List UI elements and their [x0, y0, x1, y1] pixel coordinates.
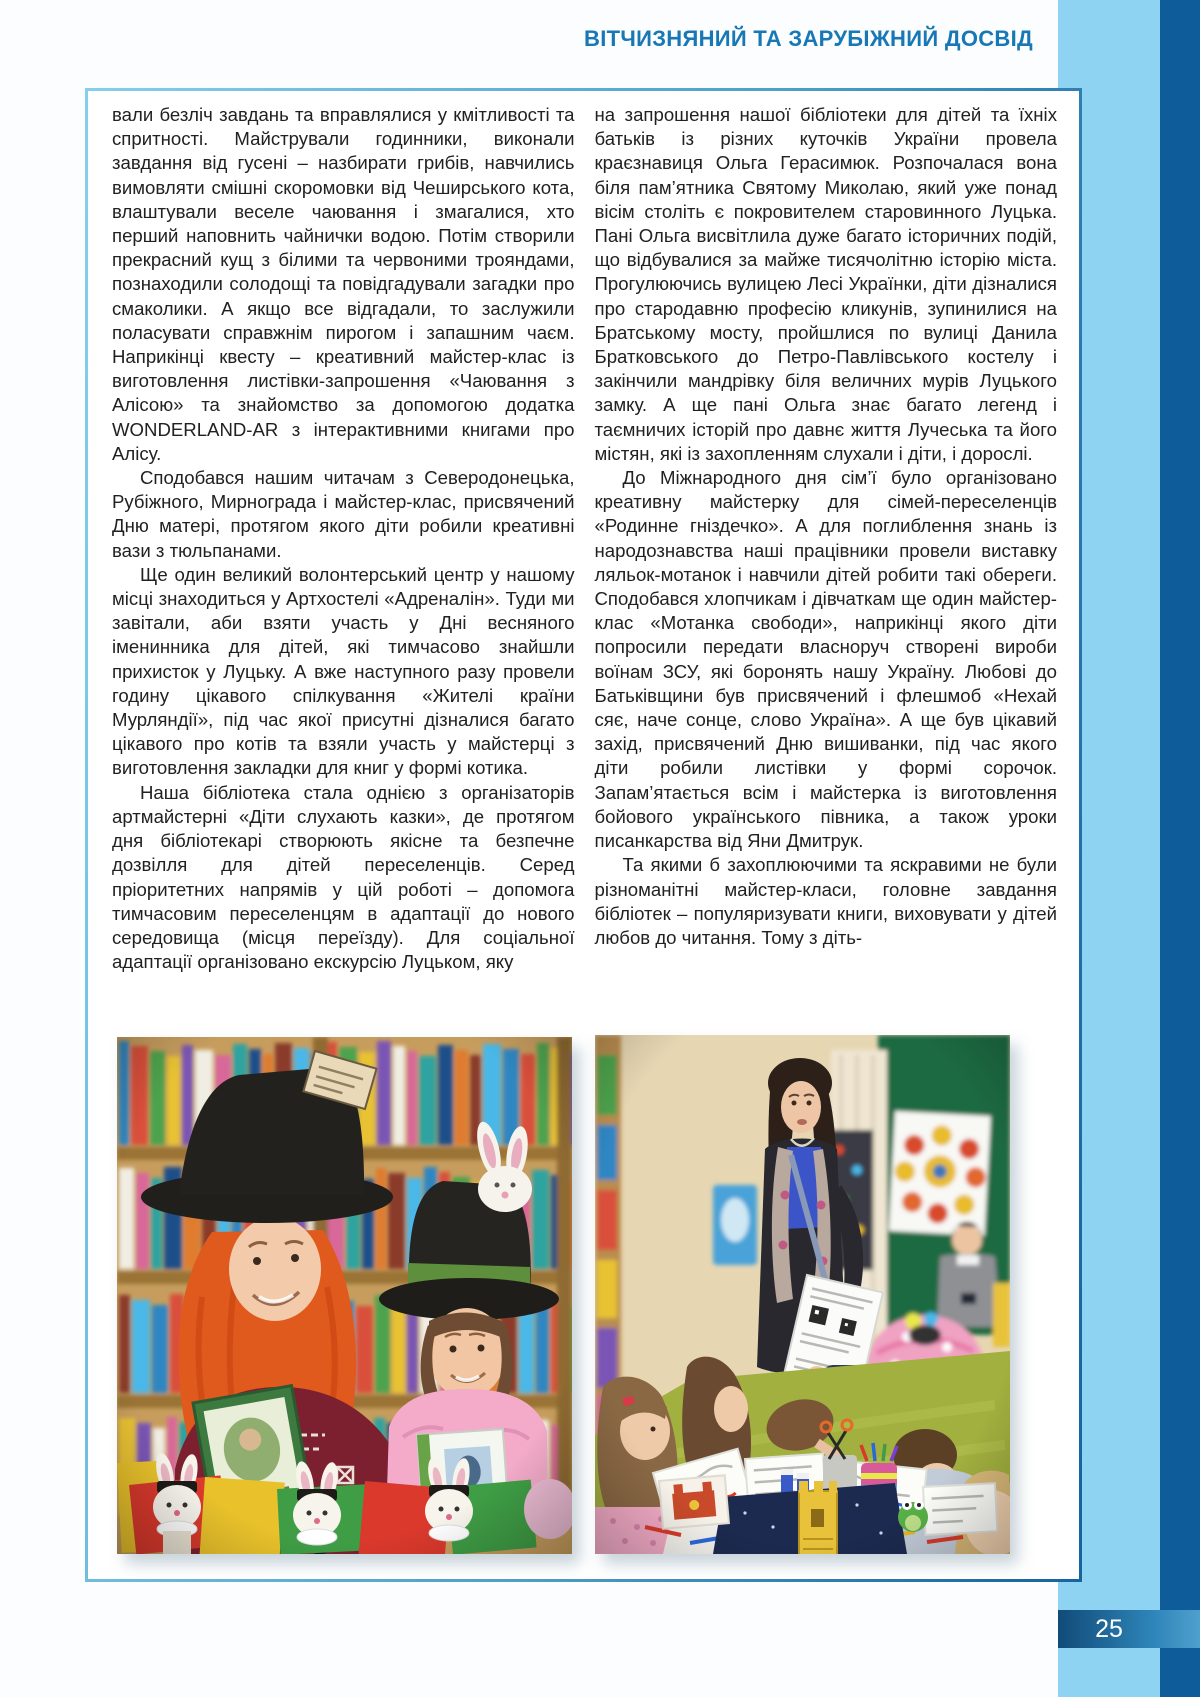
photo-children-in-costumes — [117, 1037, 572, 1554]
photo-drawing-workshop — [595, 1035, 1010, 1554]
section-header-title: ВІТЧИЗНЯНИЙ ТА ЗАРУБІЖНИЙ ДОСВІД — [584, 26, 1033, 51]
text-columns — [112, 103, 1057, 1035]
paragraph: Наша бібліотека стала однією з організаторів артмайстерні «Діти слухають казки», де протягом дня бібліотекарі створюють якісне та безпечне дозвілля для дітей переселенців. Серед пріоритетних напрямів у цій роботі – допомога тимчасовим переселенцям в адаптації до нового середовища (місця переїзду). Для соціальної адаптації організовано екскурсію Луцьком, яку — [112, 781, 575, 973]
right-dark-strip — [1160, 0, 1200, 1697]
paragraph: До Міжнародного дня сім’ї було організовано креативну майстерку для сімей-переселенців «Родинне гніздечко». А для поглиблення знань із народознавства наші працівники провели виставку ляльок-мотанок і навчили дітей робити такі обереги. Сподобався хлопчикам і дівчаткам ще один майстер-клас «Мотанка свободи», наприкінці якого діти попросили передати власноруч створені вироби воїнам ЗСУ, які боронять нашу Україну. Любові до Батьківщини був присвячений і флешмоб «Нехай сяє, наче сонце, слово Україна». А ще був цікавий захід, присвячений Дню вишиванки, під час якого діти робили листівки у формі сорочок. Запам’ятається всім і майстерка із виготовлення бойового українського півника, а також уроки писанкарства від Яни Дмитрук. — [594, 467, 1057, 852]
photos-row — [117, 1035, 1057, 1554]
page-number-band — [1058, 1610, 1200, 1648]
article-frame — [85, 88, 1082, 1582]
paragraph: Та якими б захоплюючими та яскравими не були різноманітні майстер-класи, головне завдання бібліотек – популяризувати книги, виховувати у дітей любов до читання. Тому з діть- — [594, 854, 1057, 948]
paragraph: Ще один великий волонтерський центр у нашому місці знаходиться у Артхостелі «Адреналін». Туди ми завітали, аби взяти участь у Дні весняного іменинника для дітей, які тимчасово знайшли прихисток у Луцьку. А вже наступного разу провели годину цікавого спілкування «Жителі країни Мурляндії», під час якої присутні дізналися багато цікавого про котів та взяли участь у майстерці з виготовлення закладки для книг у формі котика. — [112, 563, 575, 779]
article-content — [88, 91, 1079, 1579]
paragraph: вали безліч завдань та вправлялися у кмітливості та спритності. Майстрували годинники, виконали завдання від гусені – назбирати грибів, навчились вимовляти смішні скоромовки від Чеширського кота, влаштували веселе чаювання і змагалися, хто перший наповнить чайнички водою. Потім створили прекрасний кущ з білими та червоними трояндами, познаходили солодощі та повідгадували загадки про смаколики. А якщо все відгадали, то заслужили поласувати справжнім пирогом і запашним чаєм. Наприкінці квесту – креативний майстер-клас із виготовлення листівки-запрошення «Чаювання з Алісою» та знайомство за допомогою додатка WONDERLAND-AR з інтерактивними книгами про Алісу. — [112, 104, 575, 464]
paragraph: Сподобався нашим читачам з Северодонецька, Рубіжного, Мирнограда і майстер-клас, присвячений Дню матері, протягом якого діти робили креативні вази з тюльпанами. — [112, 467, 575, 561]
page-number: 25 — [1095, 1614, 1123, 1643]
paragraph: на запрошення нашої бібліотеки для дітей та їхніх батьків із різних куточків України провела краєзнавиця Ольга Герасимюк. Розпочалася вона біля пам’ятника Святому Миколаю, який уже понад вісім століть є покровителем старовинного Луцька. Пані Ольга висвітлила дуже багато історичних подій, що відбувалися за майже тисячолітню історію міста. Прогулюючись вулицею Лесі Українки, діти дізналися про стародавню професію кликунів, зупинилися на Братському мосту, пройшлися по вулиці Данила Братковського до Петро-Павлівського костелу і закінчили мандрівку біля величних мурів Луцького замку. А ще пані Ольга знає багато легенд і таємничих історій про давнє життя Лучеська та його містян, які із захопленням слухали і діти, і дорослі. — [594, 104, 1057, 464]
left-column — [112, 103, 575, 1035]
photo-vignette — [117, 1037, 572, 1554]
right-column — [595, 103, 1058, 1035]
photo-vignette — [595, 1035, 1010, 1554]
